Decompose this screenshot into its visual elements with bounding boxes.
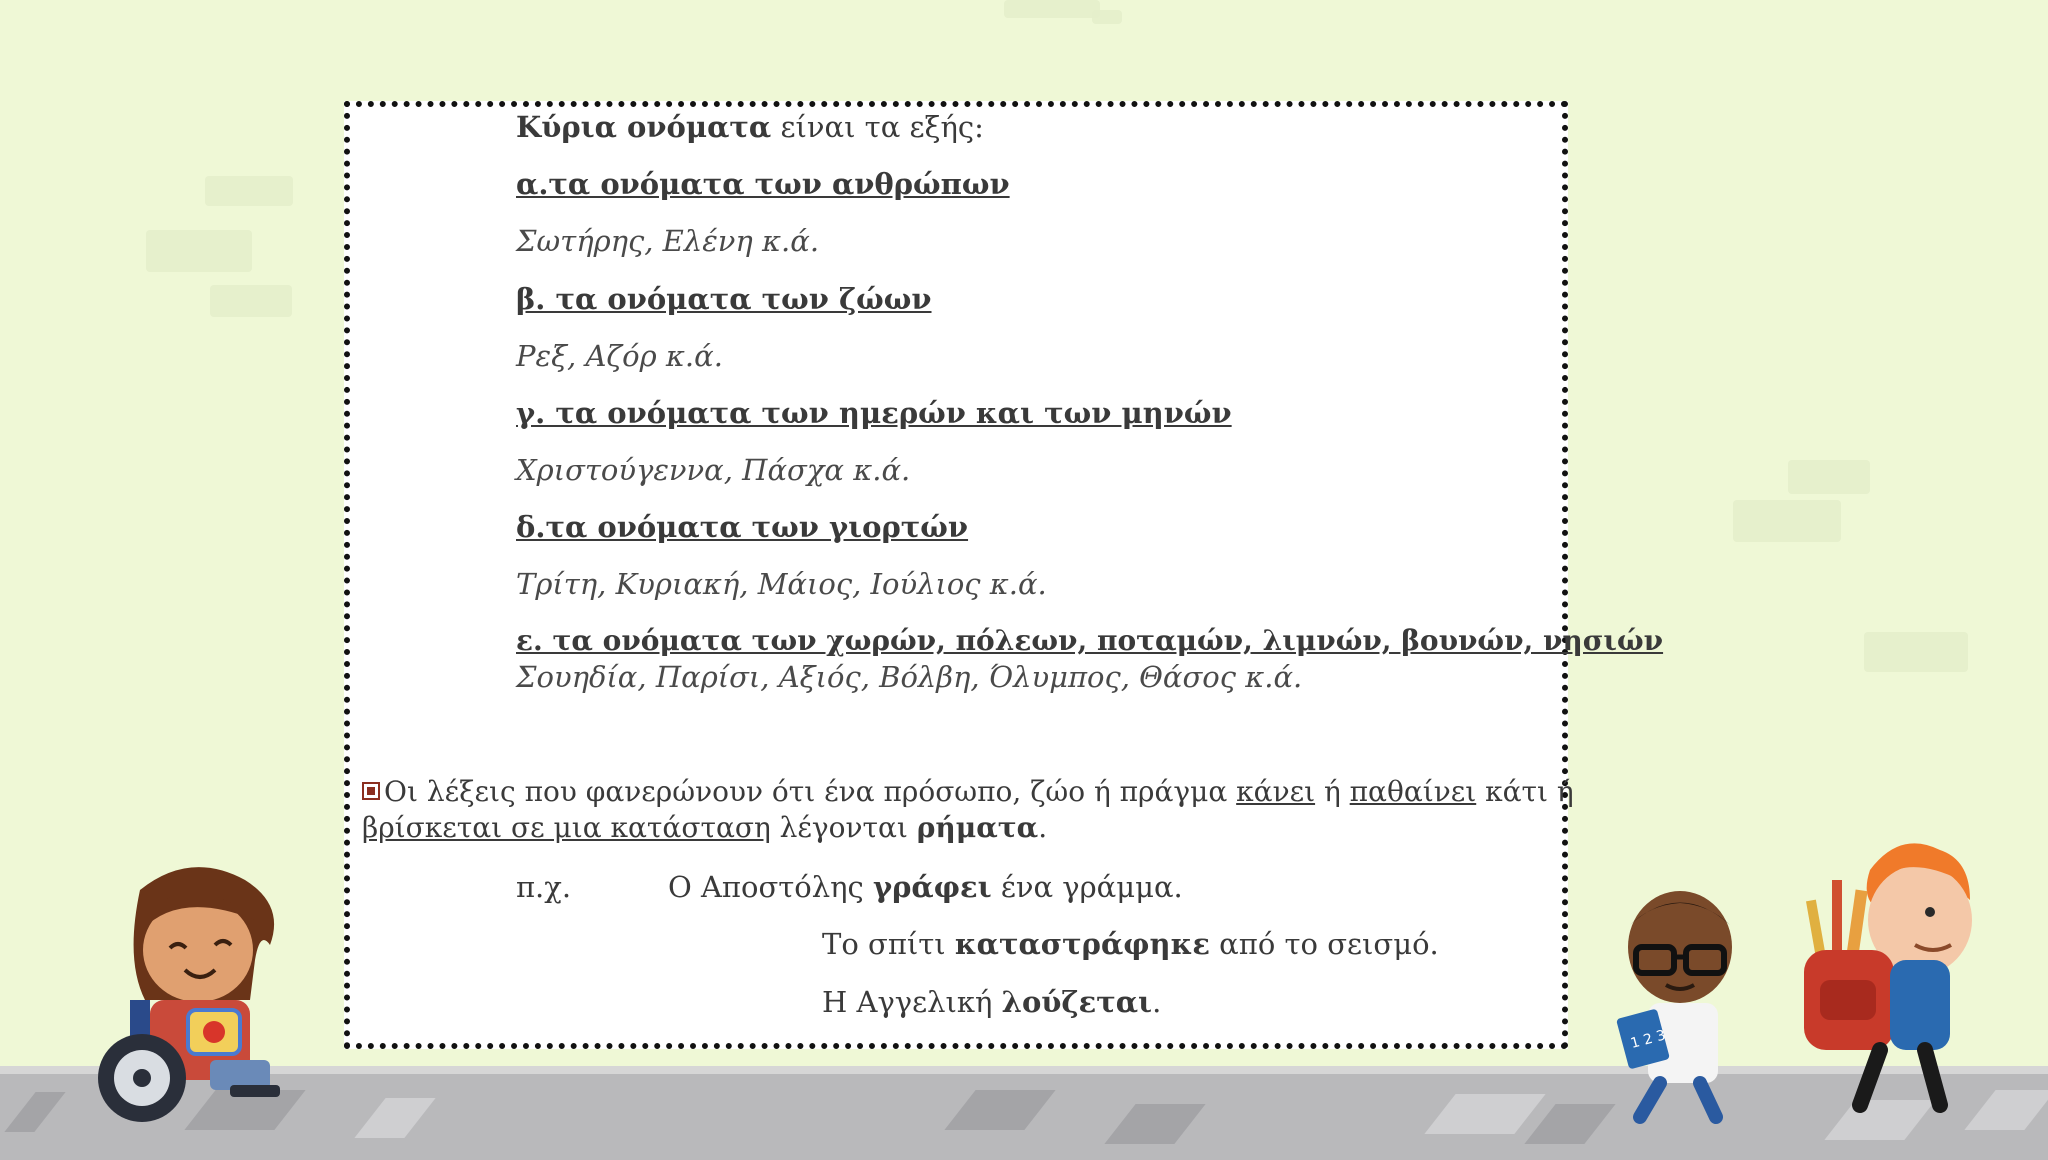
bg-brick: [1092, 10, 1122, 24]
example-row: Ο Αποστόλης γράφει ένα γράμμα.: [668, 870, 1183, 904]
section-header: β. τα ονόματα των ζώων: [516, 282, 932, 316]
bg-brick: [146, 230, 252, 272]
bg-brick: [1004, 0, 1100, 18]
bg-brick: [205, 176, 293, 206]
road-tile: [1424, 1094, 1545, 1134]
bg-brick: [1864, 632, 1968, 672]
example-row: Το σπίτι καταστράφηκε από το σεισμό.: [822, 927, 1439, 961]
section-header: γ. τα ονόματα των ημερών και των μηνών: [516, 396, 1232, 430]
svg-text:1 2 3: 1 2 3: [1628, 1027, 1668, 1053]
boy-backpack-icon: [1790, 830, 1990, 1120]
section-example: Σουηδία, Παρίσι, Αξιός, Βόλβη, Όλυμπος, Θάσος κ.ά.: [516, 660, 1303, 694]
verbs-definition-line-1: Οι λέξεις που φανερώνουν ότι ένα πρόσωπο, ζώο ή πράγμα κάνει ή παθαίνει κάτι ή: [362, 775, 1574, 809]
road-tile: [1104, 1104, 1205, 1144]
road-tile: [4, 1092, 65, 1132]
road-tile: [944, 1090, 1055, 1130]
bg-brick: [1788, 460, 1870, 494]
boy-glasses-book-icon: [1600, 885, 1760, 1125]
square-bullet-icon: [362, 782, 380, 800]
bg-brick: [210, 285, 292, 317]
section-header: ε. τα ονόματα των χωρών, πόλεων, ποταμών, λιμνών, βουνών, νησιών: [516, 624, 1664, 657]
section-header: α.τα ονόματα των ανθρώπων: [516, 167, 1010, 201]
section-example: Σωτήρης, Ελένη κ.ά.: [516, 224, 820, 258]
bg-brick: [1733, 500, 1841, 542]
section-example: Τρίτη, Κυριακή, Μάιος, Ιούλιος κ.ά.: [516, 567, 1047, 601]
road-tile: [354, 1098, 435, 1138]
example-row: Η Αγγελική λούζεται.: [822, 985, 1162, 1019]
example-label: π.χ.: [516, 870, 572, 904]
intro-rest: είναι τα εξής:: [771, 110, 984, 144]
section-header: δ.τα ονόματα των γιορτών: [516, 510, 969, 544]
intro-line: [516, 110, 984, 145]
verbs-definition-line-2: βρίσκεται σε μια κατάσταση λέγονται ρήματα.: [362, 811, 1048, 844]
girl-wheelchair-icon: [70, 850, 300, 1130]
section-example: Χριστούγεννα, Πάσχα κ.ά.: [516, 453, 911, 487]
section-example: Ρεξ, Αζόρ κ.ά.: [516, 339, 723, 373]
intro-bold: Κύρια ονόματα: [516, 110, 772, 144]
